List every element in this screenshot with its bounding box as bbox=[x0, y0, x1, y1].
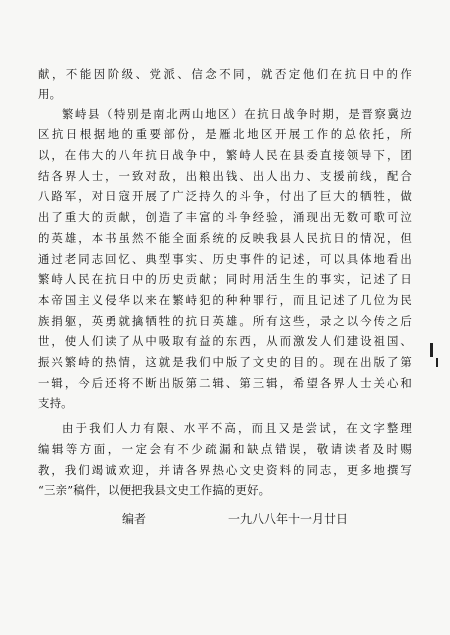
text-line: 区抗日根据地的重要部份，是雁北地区开展工作的总依托，所 bbox=[38, 128, 412, 141]
text-line: 本帝国主义侵华以来在繁峙犯的种种罪行，而且记述了几位为民 bbox=[38, 294, 412, 307]
scan-edge-mark bbox=[430, 343, 433, 357]
text-line: 编辑等方面，一定会有不少疏漏和缺点错误，敬请读者及时赐 bbox=[38, 443, 412, 456]
text-line: 的英雄，本书虽然不能全面系统的反映我县人民抗日的情况，但 bbox=[38, 232, 412, 245]
text-line: 振兴繁峙的热情，这就是我们中版了文史的目的。现在出版了第 bbox=[38, 356, 412, 369]
text-line: 支持。 bbox=[38, 397, 73, 410]
text-line: 繁峙人民在抗日中的历史贡献；同时用活生生的事实，记述了日 bbox=[38, 273, 412, 286]
text-line: 献，不能因阶级、党派、信念不同，就否定他们在抗日中的作 bbox=[38, 68, 412, 81]
text-line: 世，使人们读了从中吸取有益的东西，从而激发人们建设祖国、 bbox=[38, 335, 412, 348]
text-line: 结各界人士，一致对敌，出粮出钱、出人出力、支援前线，配合 bbox=[38, 170, 412, 183]
text-line: 一辑，今后还将不断出版第二辑、第三辑，希望各界人士关心和 bbox=[38, 377, 412, 390]
text-line: 以，在伟大的八年抗日战争中，繁峙人民在县委直接领导下，团 bbox=[38, 149, 412, 162]
text-line: 教，我们竭诚欢迎，并请各界热心文史资料的同志，更多地撰写 bbox=[38, 464, 412, 477]
text-line: 八路军，对日寇开展了广泛持久的斗争，付出了巨大的牺牲，做 bbox=[38, 190, 412, 203]
paragraph-first-line: 由于我们人力有限、水平不高，而且又是尝试，在文字整理 bbox=[62, 422, 412, 435]
scan-edge-mark bbox=[436, 358, 438, 367]
text-line: 族捐躯，英勇就擒牺牲的抗日英雄。所有这些，录之以今传之后 bbox=[38, 315, 412, 328]
text-line: “三亲”稿件，以便把我县文史工作搞的更好。 bbox=[38, 484, 271, 497]
text-line: 用。 bbox=[38, 88, 62, 101]
text-line: 出了重大的贡献，创造了丰富的斗争经验，涌现出无数可歌可泣 bbox=[38, 211, 412, 224]
paragraph-first-line: 繁峙县（特别是南北两山地区）在抗日战争时期，是晋察冀边 bbox=[62, 108, 412, 121]
signoff-author: 编者 bbox=[122, 512, 147, 526]
signoff-date: 一九八八年十一月廿日 bbox=[228, 512, 349, 526]
text-line: 通过老同志回忆、典型事实、历史事件的记述，可以具体地看出 bbox=[38, 253, 412, 266]
